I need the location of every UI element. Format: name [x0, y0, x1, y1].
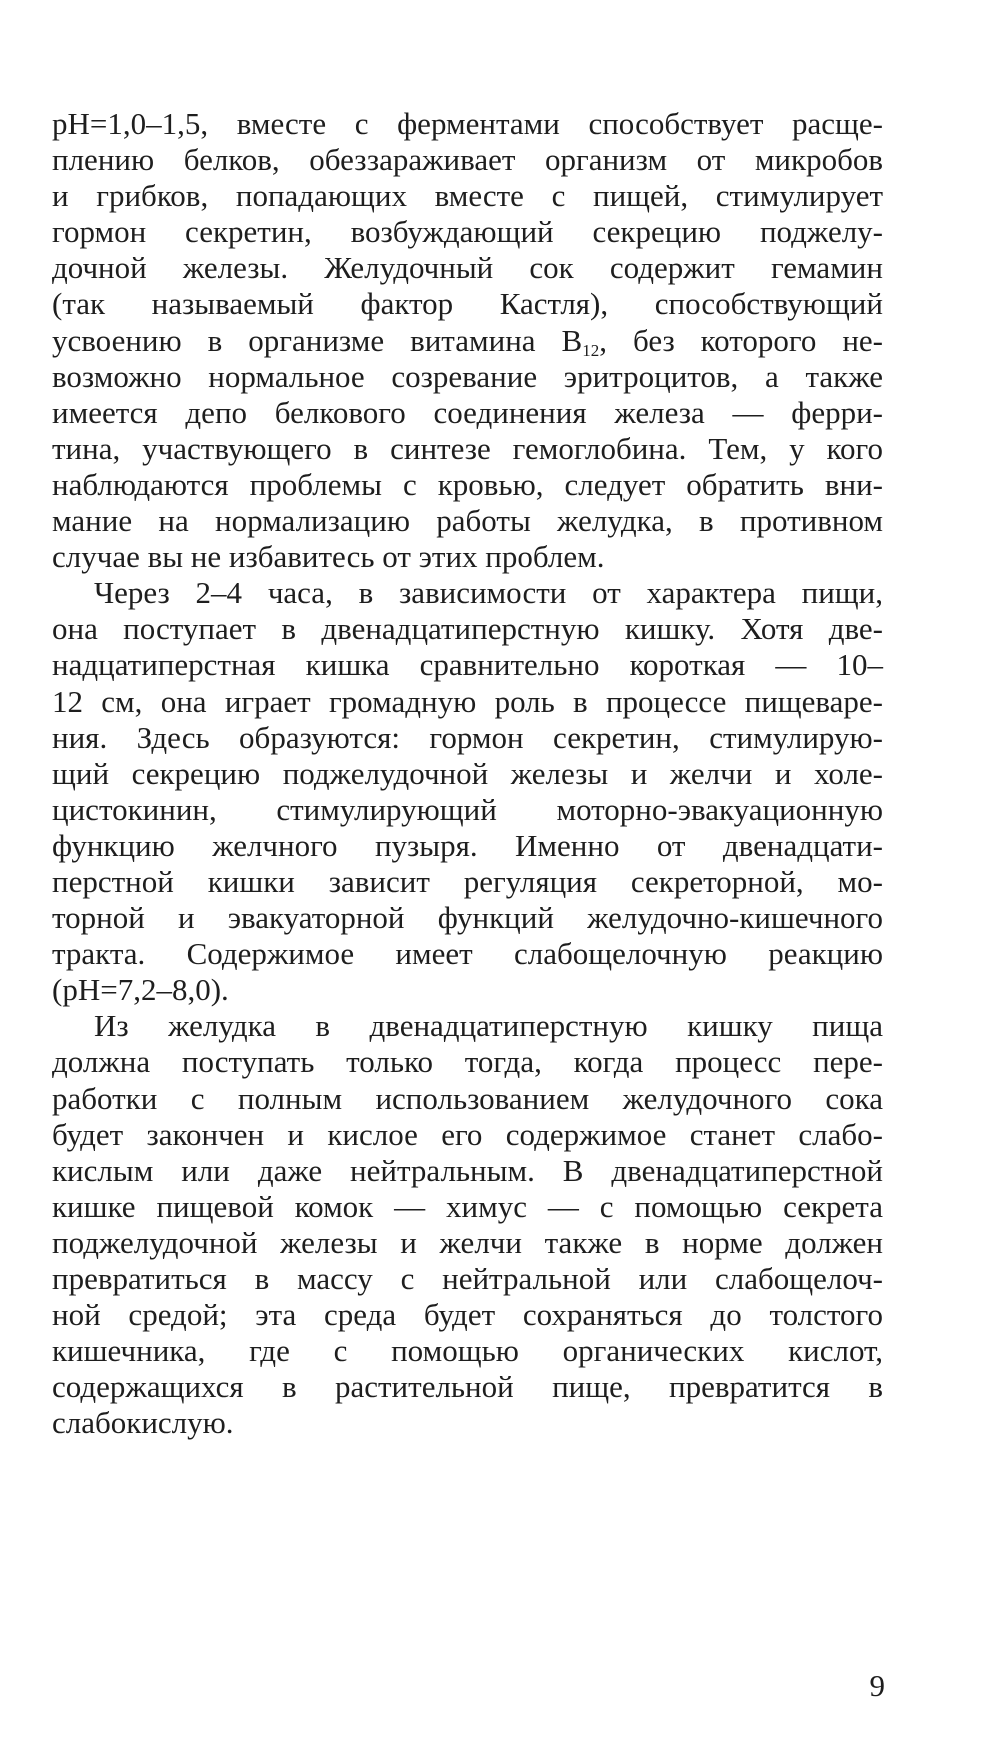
text-line: (pH=7,2–8,0).: [52, 972, 229, 1008]
text-line: возможно нормальное созревание эритроцитов, а также: [52, 358, 883, 394]
text-line: ной средой; эта среда будет сохраняться до толстого: [52, 1297, 883, 1333]
text-line: будет закончен и кислое его содержимое станет слабо-: [52, 1116, 883, 1152]
text-line: мание на нормализацию работы желудка, в противном: [52, 503, 883, 539]
text-line: работки с полным использованием желудочного сока: [52, 1080, 883, 1116]
body-text: [52, 106, 883, 1441]
text-line: случае вы не избавитесь от этих проблем.: [52, 539, 605, 575]
text-line: тракта. Содержимое имеет слабощелочную реакцию: [52, 936, 883, 972]
text-line: гормон секретин, возбуждающий секрецию поджелу-: [52, 214, 883, 250]
text-line: торной и эвакуаторной функций желудочно-кишечного: [52, 900, 883, 936]
text-line: должна поступать только тогда, когда процесс пере-: [52, 1044, 883, 1080]
text-line: кишечника, где с помощью органических кислот,: [52, 1333, 883, 1369]
vitamin-line-tail: , без которого не-: [599, 322, 883, 358]
text-line: наблюдаются проблемы с кровью, следует обратить вни-: [52, 466, 883, 502]
text-line: превратиться в массу с нейтральной или слабощелоч-: [52, 1261, 883, 1296]
text-line-vitamin: [52, 323, 883, 359]
text-line: слабокислую.: [52, 1405, 234, 1441]
vitamin-text: усвоению в организме витамина В: [52, 322, 583, 358]
text-line: плению белков, обеззараживает организм от микробов: [52, 142, 883, 178]
text-line: имеется депо белкового соединения железа — ферри-: [52, 394, 883, 430]
text-line: перстной кишки зависит регуляция секреторной, мо-: [52, 863, 883, 899]
text-line: содержащихся в растительной пище, превратится в: [52, 1369, 883, 1405]
text-line: она поступает в двенадцатиперстную кишку. Хотя две-: [52, 611, 883, 647]
vitamin-subscript: 12: [582, 340, 600, 360]
text-line: Через 2–4 часа, в зависимости от характера пищи,: [94, 575, 883, 611]
text-line: тина, участвующего в синтезе гемоглобина. Тем, у кого: [52, 430, 883, 466]
text-line: цистокинин, стимулирующий моторно-эвакуационную: [52, 791, 883, 827]
text-line: кишке пищевой комок — химус — с помощью секрета: [52, 1188, 883, 1224]
text-line: pH=1,0–1,5, вместе с ферментами способствует расще-: [52, 106, 883, 141]
text-line: 12 см, она играет громадную роль в процессе пищеваре-: [52, 683, 883, 719]
text-line: кислым или даже нейтральным. В двенадцатиперстной: [52, 1152, 883, 1188]
paragraph-1: [52, 106, 883, 575]
paragraph-2: [52, 575, 883, 1008]
paragraph-3: [52, 1008, 883, 1441]
text-line: дочной железы. Желудочный сок содержит гемамин: [52, 250, 883, 286]
text-line: (так называемый фактор Кастля), способствующий: [52, 286, 883, 322]
page-number: 9: [869, 1668, 885, 1703]
text-line: надцатиперстная кишка сравнительно короткая — 10–: [52, 647, 883, 683]
text-line: функцию желчного пузыря. Именно от двенадцати-: [52, 827, 883, 863]
text-line: и грибков, попадающих вместе с пищей, стимулирует: [52, 178, 883, 214]
text-line: щий секрецию поджелудочной железы и желчи и холе-: [52, 755, 883, 791]
text-line: Из желудка в двенадцатиперстную кишку пища: [94, 1008, 883, 1044]
text-line: ния. Здесь образуются: гормон секретин, стимулирую-: [52, 719, 883, 755]
text-line: поджелудочной железы и желчи также в норме должен: [52, 1224, 883, 1260]
